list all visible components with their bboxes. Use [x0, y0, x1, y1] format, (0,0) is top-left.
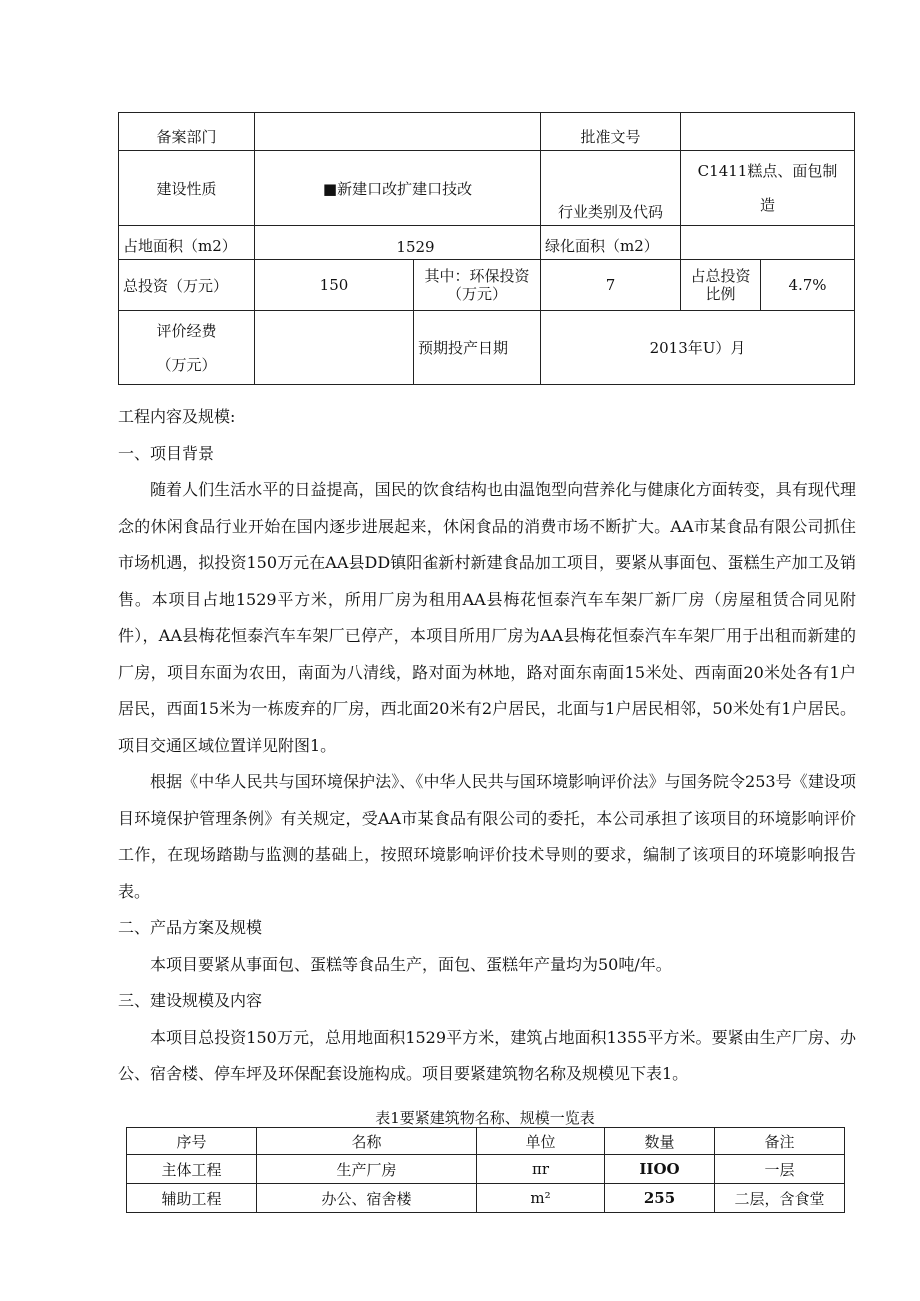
cell-unit: m²: [477, 1184, 605, 1213]
table-header-row: [127, 1128, 845, 1155]
paragraph-product-plan: 本项目要紧从事面包、蛋糕等食品生产，面包、蛋糕年产量均为50吨/年。: [150, 954, 672, 974]
record-dept-value: [255, 113, 541, 151]
approval-no-value: [681, 113, 855, 151]
header-unit: 单位: [477, 1128, 605, 1155]
table-row: [127, 1155, 845, 1184]
paragraph-background: 随着人们生活水平的日益提高，国民的饮食结构也由温饱型向营养化与健康化方面转变，具有现代理念的休闲食品行业开始在国内逐步进展起来，休闲食品的消费市场不断扩大。AA市某食品有限公司抓住市场机遇，拟投资150万元在AA县DD镇阳雀新村新建食品加工项目，要紧从事面包、蛋糕生产加工及销售。本项目占地1529平方米，所用厂房为租用AA县梅花恒泰汽车车架厂新厂房（房屋租赁合同见附件），AA县梅花恒泰汽车车架厂已停产，本项目所用厂房为AA县梅花恒泰汽车车架厂用于出租而新建的厂房，项目东面为农田，南面为八清线，路对面为林地，路对面东南面15米处、西南面20米处各有1户居民，西面15米为一栋废弃的厂房，西北面20米有2户居民，北面与1户居民相邻，50米处有1户居民。项目交通区域位置详见附图1。: [118, 480, 856, 755]
ratio-value: 4.7%: [761, 260, 855, 311]
cell-name: 办公、宿舍楼: [257, 1184, 477, 1213]
construction-nature-label: 建设性质: [119, 151, 255, 226]
table1-caption: 表1要紧建筑物名称、规模一览表: [375, 1109, 595, 1127]
eval-fee-label-line1: 评价经费: [156, 321, 217, 340]
heading-product-plan: 二、产品方案及规模: [118, 918, 263, 937]
green-area-value: [681, 226, 855, 260]
approval-no-label: 批准文号: [541, 113, 681, 151]
construction-nature-value: ■新建口改扩建口技改: [255, 151, 541, 226]
industry-value-line1: C1411糕点、面包制: [697, 162, 838, 180]
cell-quantity: 255: [605, 1184, 715, 1213]
env-invest-label-line2: （万元）: [446, 285, 507, 303]
env-invest-value: 7: [541, 260, 681, 311]
start-date-value: 2013年U）月: [541, 311, 855, 385]
industry-label: 行业类别及代码: [541, 151, 681, 226]
cell-remark: 一层: [715, 1155, 845, 1184]
eval-fee-value: [255, 311, 414, 385]
cell-unit: πr: [477, 1155, 605, 1184]
paragraph-construction-scale: 本项目总投资150万元，总用地面积1529平方米，建筑占地面积1355平方米。要紧由生产厂房、办公、宿舍楼、停车坪及环保配套设施构成。项目要紧建筑物名称及规模见下表1。: [118, 1027, 856, 1083]
env-invest-label-line1: 其中：环保投资: [424, 267, 530, 285]
heading-construction-scale: 三、建设规模及内容: [118, 991, 263, 1010]
header-remark: 备注: [715, 1128, 845, 1155]
paragraph-legal-basis: 根据《中华人民共与国环境保护法》、《中华人民共与国环境影响评价法》与国务院令253号《建设项目环境保护管理条例》有关规定，受AA市某食品有限公司的委托，本公司承担了该项目的环境影响评价工作，在现场踏勘与监测的基础上，按照环境影响评价技术导则的要求，编制了该项目的环境影响报告表。: [118, 772, 856, 901]
eval-fee-label-line2: （万元）: [156, 355, 217, 374]
buildings-table: [126, 1127, 845, 1213]
cell-name: 生产厂房: [257, 1155, 477, 1184]
cell-remark: 二层，含食堂: [715, 1184, 845, 1213]
land-area-value: 1529: [255, 226, 541, 260]
start-date-label: 预期投产日期: [414, 311, 541, 385]
section-title: 工程内容及规模:: [118, 407, 236, 426]
header-index: 序号: [127, 1128, 257, 1155]
ratio-label: [681, 260, 761, 311]
header-name: 名称: [257, 1128, 477, 1155]
heading-background: 一、项目背景: [118, 443, 215, 463]
cell-category: 主体工程: [127, 1155, 257, 1184]
total-invest-label: 总投资（万元）: [119, 260, 255, 311]
table-row: [127, 1184, 845, 1213]
total-invest-value: 150: [255, 260, 414, 311]
record-dept-label: 备案部门: [119, 113, 255, 151]
cell-category: 辅助工程: [127, 1184, 257, 1213]
land-area-label: 占地面积（m2）: [119, 226, 255, 260]
ratio-label-line2: 比例: [705, 285, 736, 303]
env-invest-label: [414, 260, 541, 311]
ratio-label-line1: 占总投资: [690, 267, 751, 285]
header-quantity: 数量: [605, 1128, 715, 1155]
cell-quantity: IIOO: [605, 1155, 715, 1184]
project-info-table: [118, 112, 855, 385]
industry-value-line2: 造: [759, 196, 775, 214]
green-area-label: 绿化面积（m2）: [541, 226, 681, 260]
body-text: [118, 399, 856, 1093]
eval-fee-label: [119, 311, 255, 385]
industry-value: [681, 151, 855, 226]
